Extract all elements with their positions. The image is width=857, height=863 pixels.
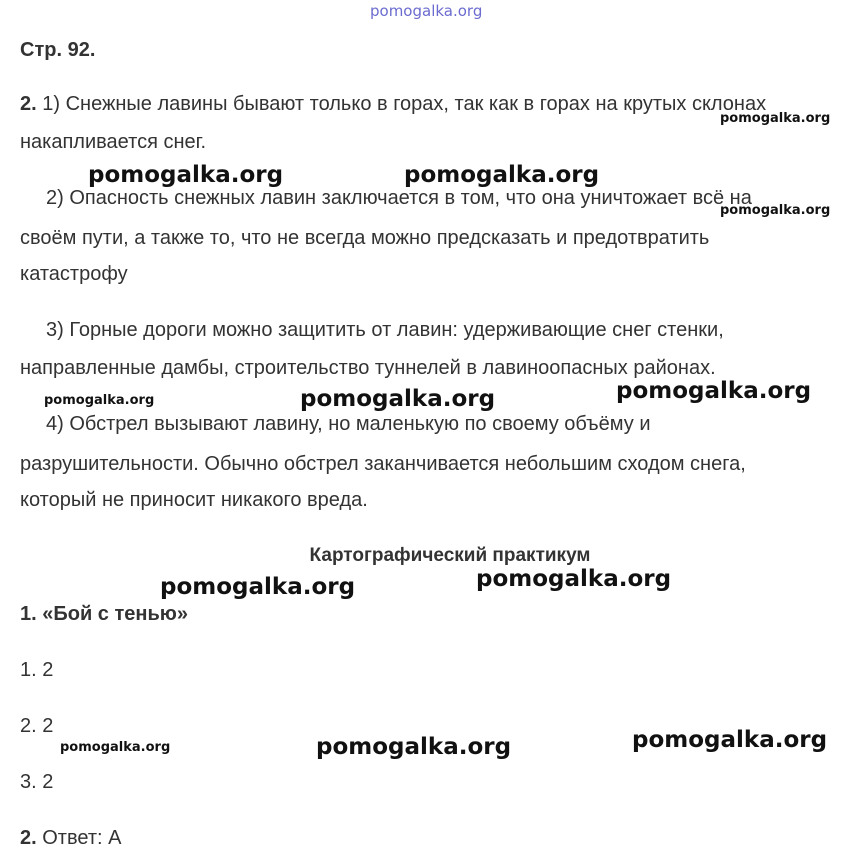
task2-p4-line1: 4) Обстрел вызывают лавину, но маленькую по своему объёму и bbox=[46, 413, 651, 435]
watermark: pomogalka.org bbox=[88, 162, 284, 188]
watermark: pomogalka.org bbox=[300, 386, 496, 412]
watermark: pomogalka.org bbox=[616, 378, 812, 404]
watermark: pomogalka.org bbox=[160, 574, 356, 600]
answer2-text: Ответ: А bbox=[36, 827, 122, 849]
watermark: pomogalka.org bbox=[720, 203, 831, 218]
task2-p1-line2: накапливается снег. bbox=[20, 131, 207, 153]
answer2-number: 2. bbox=[20, 827, 37, 849]
task2-p2-line1: 2) Опасность снежных лавин заключается в том, что она уничтожает всё на bbox=[46, 187, 752, 209]
page-heading: Стр. 92. bbox=[20, 39, 96, 61]
task2-p4-line3: который не приносит никакого вреда. bbox=[20, 489, 368, 511]
answer2-line bbox=[20, 826, 121, 850]
task2-p2-line3: катастрофу bbox=[20, 263, 128, 285]
task2-p2-line2: своём пути, а также то, что не всегда можно предсказать и предотвратить bbox=[20, 227, 710, 249]
answer-item-3: 3. 2 bbox=[20, 771, 54, 793]
task2-p3-line1: 3) Горные дороги можно защитить от лавин: удерживающие снег стенки, bbox=[46, 319, 724, 341]
watermark: pomogalka.org bbox=[44, 393, 155, 408]
task2-p1-text: 1) Снежные лавины бывают только в горах, так как в горах на крутых склонах bbox=[36, 93, 767, 115]
task2-p4-line2: разрушительности. Обычно обстрел заканчивается небольшим сходом снега, bbox=[20, 453, 746, 475]
watermark-top: pomogalka.org bbox=[370, 2, 483, 20]
task2-p1-line1 bbox=[20, 92, 766, 116]
answer-item-2: 2. 2 bbox=[20, 715, 54, 737]
watermark: pomogalka.org bbox=[316, 734, 512, 760]
watermark: pomogalka.org bbox=[476, 566, 672, 592]
section1-heading: 1. «Бой с тенью» bbox=[20, 603, 188, 625]
watermark: pomogalka.org bbox=[404, 162, 600, 188]
answer-item-1: 1. 2 bbox=[20, 659, 54, 681]
task2-number: 2. bbox=[20, 93, 37, 115]
watermark: pomogalka.org bbox=[60, 740, 171, 755]
watermark: pomogalka.org bbox=[632, 727, 828, 753]
task2-p3-line2: направленные дамбы, строительство туннелей в лавиноопасных районах. bbox=[20, 357, 716, 379]
practicum-title: Картографический практикум bbox=[309, 545, 591, 566]
watermark: pomogalka.org bbox=[720, 111, 831, 126]
